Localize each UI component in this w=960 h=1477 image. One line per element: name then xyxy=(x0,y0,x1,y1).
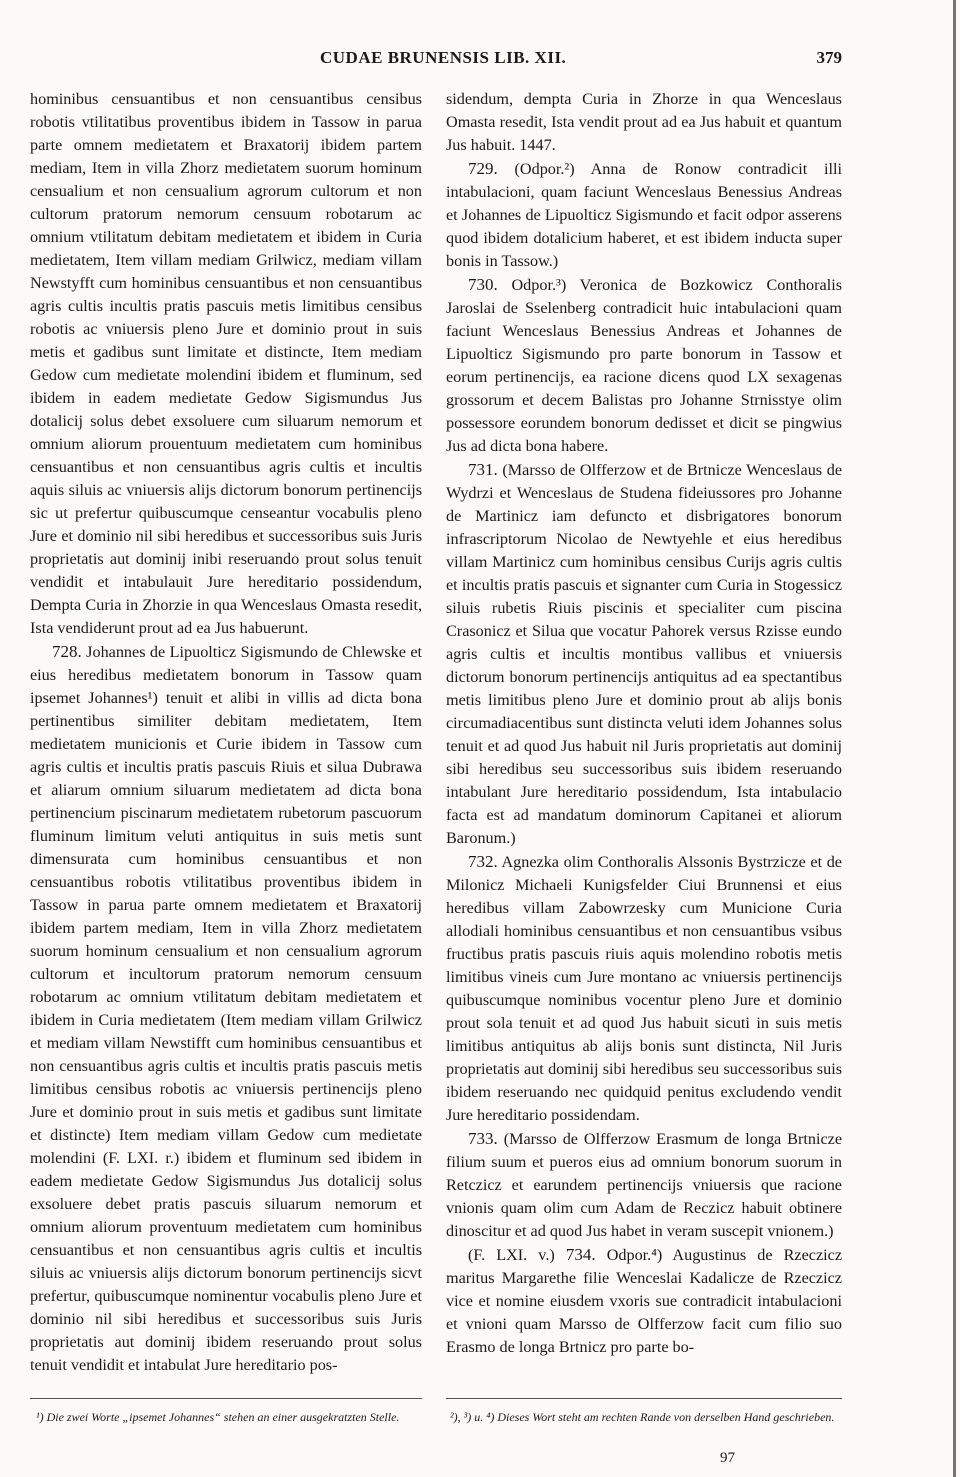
right-column xyxy=(446,88,842,1359)
entry-number: 733. xyxy=(468,1129,498,1148)
entry-734 xyxy=(446,1243,842,1359)
entry-number: 729. xyxy=(468,159,498,178)
page-edge xyxy=(953,0,956,1477)
entry-number: 731. xyxy=(468,460,498,479)
footnote-rule-left xyxy=(30,1398,422,1399)
entry-number: 732. xyxy=(468,852,498,871)
entry-729 xyxy=(446,157,842,273)
running-title: CUDAE BRUNENSIS LIB. XII. xyxy=(320,48,567,67)
entry-text: Johannes de Lipuolticz Sigismundo de Chlewske et eius heredibus medietatem bonorum in Tassow quam ipsemet Johannes¹) tenuit et alibi in villis ad dicta bona pertinentibus similiter debitam medietatem, Item medietatem municionis et Curie ibidem in Tassow cum agris cultis et incultis pratis pascuis Riuis et silua Dubrawa et aliarum omnium siluarum medietatem ad dicta bona pertinencium piscinarum medietatem rubetorum pascuorum fluminum limitum veluti antiquitus in suis metis sunt dimensurata cum hominibus censuantibus et non censuantibus robotis vtilitatibus proventibus ibidem in Tassow in parua parte omnem medietatem et Braxatorij ibidem partem mediam, Item in villa Zhorz medietatem suorum hominum censualium et non censualium agrorum cultorum et incultorum pratorum nemorum censuum robotarum ac omnium vtilitatum debitam medietatem et ibidem in Curia medietatem (Item mediam villam Grilwicz et mediam villam Newstifft cum hominibus censuantibus et non censuantibus agris cultis et incultis pratis pascuis metis limitibus censibus robotis ac vniuersis pertinencijs pleno Jure et dominio prout in suis metis et gadibus sunt limitate et distincte) Item mediam villam Gedow cum medietate molendini (F. LXI. r.) ibidem et fluminum sed ibidem in eadem medietate Gedow Sigismundus Jus dotalicij solus exsoluere debet pratis pascuis siluarum nemorum et omnium aliorum proventuum medietatem cum hominibus censuantibus et non censuantibus agris cultis et incultis siluis ac vniuersis alijs dictorum bonorum pertinencijs sicvt prefertur, quibuscumque nominentur vocabulis pleno Jure et dominio nil sibi heredibus et successoribus suis Juris proprietatis aut dominij ibidem reseruando prout solus tenuit vendidit et intabulat Jure hereditario pos- xyxy=(30,643,422,1374)
entry-text: Odpor.⁴) Augustinus de Rzeczicz maritus Margarethe filie Wenceslai Kadalicze de Rzeczicz vice et nomine eiusdem vxoris sue contradicit intabulacioni et vnioni quam Marsso de Olfferzow facit cum filio suo Erasmo de longa Brtnicz pro parte bo- xyxy=(446,1246,843,1356)
page-number: 379 xyxy=(816,48,842,67)
entry-text: (Marsso de Olfferzow Erasmum de longa Brtnicze filium suum et pueros eius ad omnium bonorum suorum in Retczicz et earundem pertinencijs vniuersis que racione vnionis quam olim cum Adam de Reczicz habuit obtinere dinoscitur et ad quod Jus habet in veram suscepit vnionem.) xyxy=(446,1130,843,1240)
entry-732 xyxy=(446,850,842,1127)
entry-728 xyxy=(30,640,422,1377)
paragraph-continuation xyxy=(446,88,842,157)
printer-signature: 97 xyxy=(720,1450,735,1466)
year-margin-note: 1447. xyxy=(519,136,556,154)
entry-733 xyxy=(446,1127,842,1243)
entry-text: Agnezka olim Conthoralis Alssonis Bystrzicze et de Milonicz Michaeli Kunigsfelder Ciui Brunnensi et eius heredibus villam Zabowrzesky cum Municione Curia allodiali hominibus censuantibus et non censuantibus vsibus fructibus pratis pascuis riuis aquis molendino robotis metis limitibus vineis cum Jure montano ac vniuersis pertinencijs quibuscumque nominibus vocentur pleno Jure et dominio prout sola tenuit et ad quod Jus habuit sicuti in suis metis limitibus antiquitus ab alijs bonis sunt distincta, Nil Juris proprietatis aut dominij sibi heredibus seu successoribus suis ibidem reseruando nec quidquid penitus excludendo vendit Jure hereditario possidendam. xyxy=(446,853,842,1124)
entry-730 xyxy=(446,273,842,458)
entry-number: 734. xyxy=(565,1245,596,1264)
entry-text: (Marsso de Olfferzow et de Brtnicze Wenceslaus de Wydrzi et Wenceslaus de Studena fideiussores pro Johanne de Martinicz iam defuncto et disbrigatores bonorum infrascriptorum Nicolao de Newtyehle et eius heredibus villam Martinicz cum hominibus censibus Curijs agris cultis et incultis pratis pascuis et signanter cum Curia in Stogessicz siluis rubetis Riuis piscinis et specialiter cum piscina Crasonicz et Silua que vocatur Pahorek versus Rzisse eundo agris cultis et incultis montibus vallibus et vniuersis dictorum bonorum pertinencijs antiquitus ad ea spectantibus metis limitibus pleno Jure et dominio prout ab alijs bonis circumadiacentibus sunt distincta veluti idem Johannes solus tenuit et ad quod Jus habuit nil Juris proprietatis aut dominij sibi heredibus seu successoribus suis ibidem reseruando intabulant Jure hereditario possidendum, Ista intabulacio facta est ad mandatum dominorum Capitanei et aliorum Baronum.) xyxy=(446,461,842,847)
left-column xyxy=(30,88,422,1377)
paragraph-continuation: hominibus censuantibus et non censuantibus censibus robotis vtilitatibus proventibus ibidem in Tassow in parua parte omnem medietatem et Braxatorij ibidem partem mediam, Item in villa Zhorz medietatem suorum hominum censualium et non censualium agrorum cultorum et non cultorum pratorum nemorum censuum robotarum ac omnium vtilitatum debitam medietatem et ibidem in Curia medietatem, Item villam mediam Grilwicz, mediam villam Newstyfft cum hominibus censuantibus et non censuantibus agris cultis incultis pratis pascuis metis limitibus censibus robotis ac vniuersis pleno Jure et dominio prout in suis metis et gadibus sunt limitate et distincte, Item mediam Gedow cum medietate molendini ibidem et fluminum, sed ibidem in eadem medietate Gedow Sigismundus Jus dotalicij solus debet exsoluere cum siluarum nemorum et omnium aliorum prouentuum medietatem cum hominibus censuantibus et non censuantibus agris cultis et incultis aquis siluis ac vniuersis alijs dictorum bonorum pertinencijs sic ut prefertur quibuscumque censeantur vocabulis pleno Jure et dominio nil sibi heredibus et successoribus suis Juris proprietatis aut dominij inibi reseruando prout solus tenuit vendidit et intabulauit Jure hereditario possidendum, Dempta Curia in Zhorzie in qua Wenceslaus Omasta resedit, Ista vendiderunt prout ad ea Jus habuerunt. xyxy=(30,90,422,637)
entry-number: 730. xyxy=(468,275,498,294)
footnote-right: ²), ³) u. ⁴) Dieses Wort steht am rechten Rande von derselben Hand geschrieben. xyxy=(450,1410,835,1424)
footnote-rule-right xyxy=(446,1398,842,1399)
entry-731 xyxy=(446,458,842,850)
entry-text: Odpor.³) Veronica de Bozkowicz Conthoralis Jaroslai de Sselenberg contradicit huic intabulacioni quam faciunt Wenceslaus Benessius Andreas et Johannes de Lipuolticz Sigismundo pro parte bonorum in Tassow et eorum pertinencijs, ea racione dicens quod LX sexagenas grossorum et decem Balistas pro Johanne Strnisstye olim possessore eorundem bonorum dedisset et dicit se pingwius Jus ad dicta bona habere. xyxy=(446,276,842,455)
folio-reference: (F. LXI. v.) xyxy=(468,1246,555,1264)
footnote-left: ¹) Die zwei Worte „ipsemet Johannes“ stehen an einer ausgekratzten Stelle. xyxy=(36,1410,400,1424)
page-header xyxy=(30,48,842,74)
paragraph-text: sidendum, dempta Curia in Zhorze in qua Wenceslaus Omasta resedit, Ista vendit prout ad ea Jus habuit et quantum Jus habuit. xyxy=(446,90,842,154)
entry-number: 728. xyxy=(52,642,82,661)
entry-text: (Odpor.²) Anna de Ronow contradicit illi intabulacioni, quam faciunt Wenceslaus Benessius Andreas et Johannes de Lipuolticz Sigismundo et facit odpor asserens quod ibidem dotalicium haberet, et est ibidem inducta super bonis in Tassow.) xyxy=(446,160,842,270)
